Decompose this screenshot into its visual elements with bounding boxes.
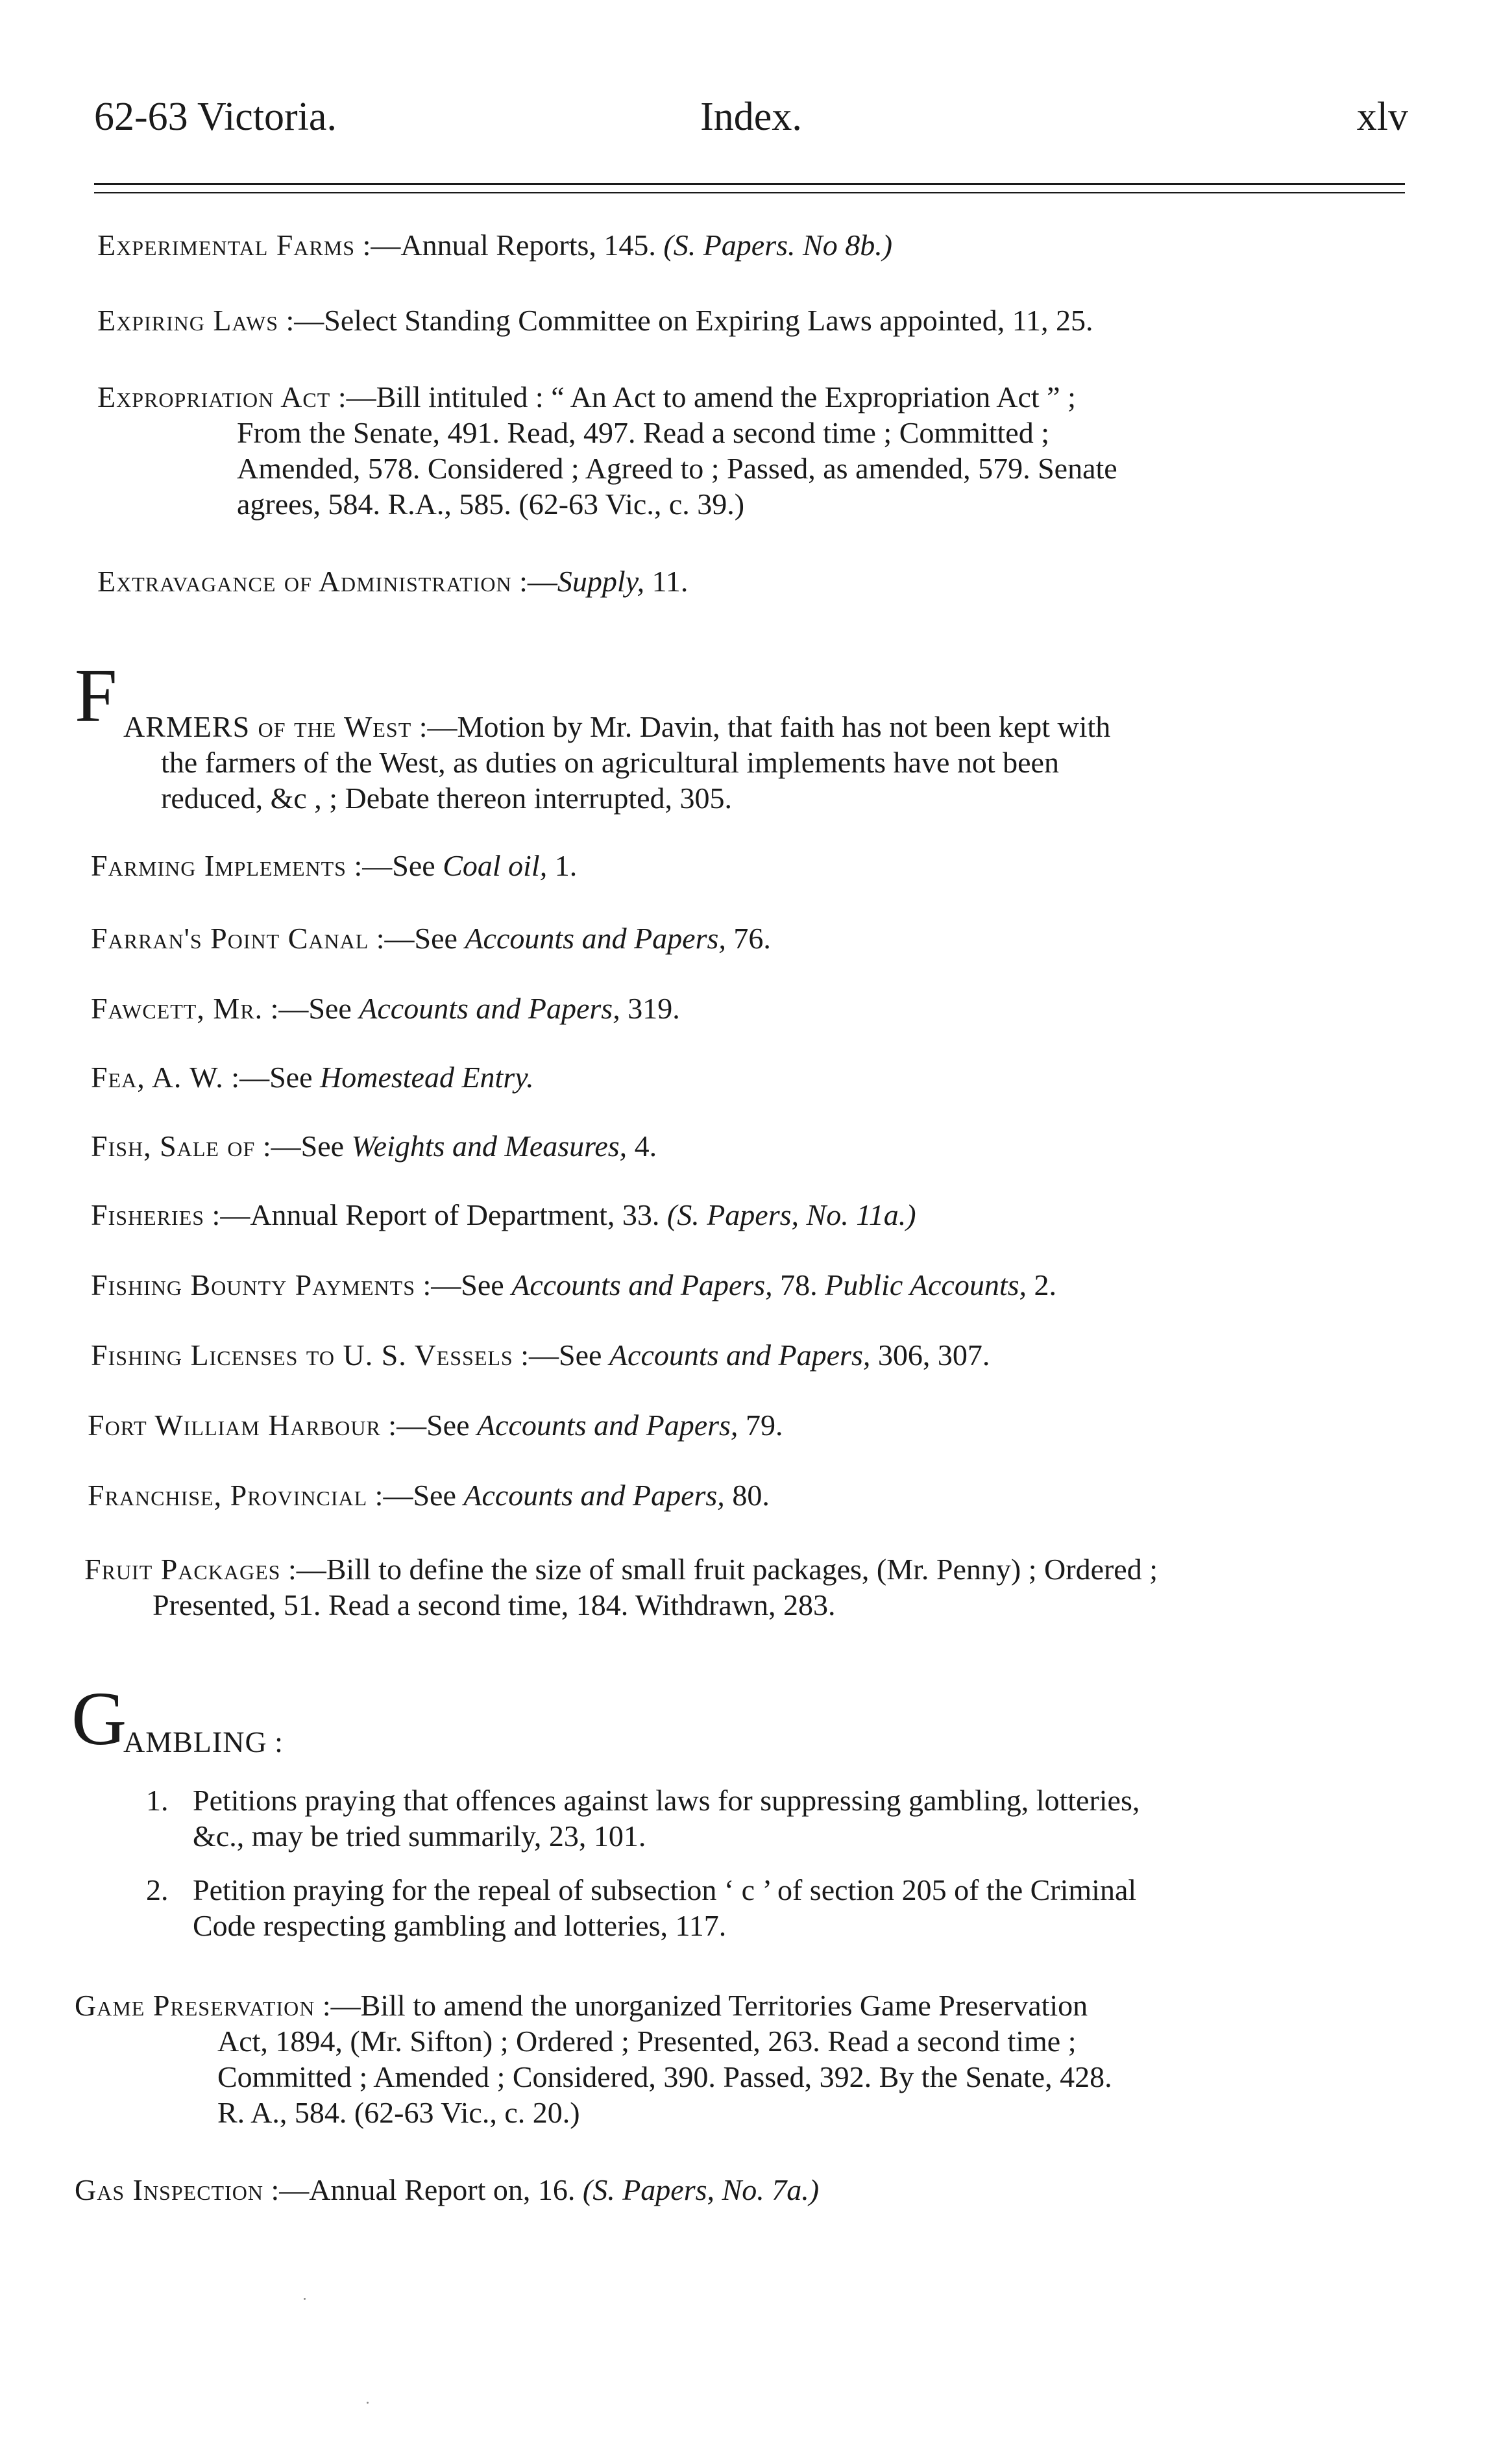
entry-heading: Fea, A. W. <box>91 1061 224 1094</box>
entry-heading: Fish, Sale of <box>91 1129 256 1163</box>
entry-line: the farmers of the West, as duties on agricultural implements have not been <box>161 746 1059 779</box>
entry-text: 11. <box>644 565 689 598</box>
entry-text: 80. <box>724 1479 770 1512</box>
entry-heading: Experimental Farms <box>97 228 356 262</box>
entry-text: 1. <box>547 849 578 882</box>
entry-line: :—Motion by Mr. Davin, that faith has not been kept with <box>411 710 1111 743</box>
entry-heading: ARMERS <box>123 710 250 743</box>
entry-text: :—See <box>263 992 360 1025</box>
entry-text: :—See <box>513 1338 609 1372</box>
entry-text: :—See <box>415 1268 512 1301</box>
entry-text: 79. <box>738 1409 783 1442</box>
entry-fishing-licenses <box>91 1337 990 1373</box>
entry-text: 4. <box>627 1129 657 1163</box>
entry-heading: AMBLING <box>123 1725 267 1758</box>
entry-reference: (S. Papers, No. 7a.) <box>582 2173 820 2206</box>
entry-heading: Fishing Bounty Payments <box>91 1268 416 1301</box>
entry-text: : <box>267 1725 283 1758</box>
entry-text: 78. <box>772 1268 825 1301</box>
entry-heading: Farran's Point Canal <box>91 922 369 955</box>
entry-line: :—Bill to amend the unorganized Territories Game Preservation <box>315 1989 1088 2022</box>
entry-text: :—See <box>346 849 443 882</box>
entry-heading-cont: of the West <box>250 710 412 743</box>
paper-speck <box>367 2402 369 2404</box>
entry-reference: Accounts and Papers, <box>463 1479 725 1512</box>
gambling-item-1 <box>146 1782 1140 1853</box>
running-header <box>94 94 1408 146</box>
entry-heading: Franchise, Provincial <box>88 1479 368 1512</box>
entry-reference: Coal oil, <box>443 849 548 882</box>
entry-heading: Fruit Packages <box>84 1553 281 1586</box>
entry-franchise-provincial <box>88 1477 770 1513</box>
item-line: Code respecting gambling and lotteries, 117. <box>193 1909 727 1942</box>
entry-text: 2. <box>1027 1268 1057 1301</box>
entry-text: :—Annual Reports, 145. <box>355 228 664 262</box>
entry-heading: Fishing Licenses to U. S. Vessels <box>91 1338 513 1372</box>
entry-farmers-of-the-west <box>123 709 1395 816</box>
entry-text: 76. <box>726 922 771 955</box>
entry-reference: Homestead Entry. <box>320 1061 534 1094</box>
entry-reference: Public Accounts, <box>825 1268 1027 1301</box>
entry-heading: Fawcett, Mr. <box>91 992 263 1025</box>
entry-heading: Expiring Laws <box>97 304 279 337</box>
entry-fea <box>91 1059 534 1095</box>
entry-text: :—See <box>380 1409 477 1442</box>
gambling-item-2 <box>146 1872 1137 1942</box>
entry-fort-william-harbour <box>88 1407 783 1443</box>
entry-line: Committed ; Amended ; Considered, 390. Passed, 392. By the Senate, 428. <box>217 2060 1112 2093</box>
entry-heading: Game Preservation <box>75 1989 315 2022</box>
entry-line: From the Senate, 491. Read, 497. Read a second time ; Committed ; <box>237 416 1049 449</box>
item-line: Petitions praying that offences against laws for suppressing gambling, lotteries, <box>193 1784 1140 1817</box>
entry-text: :—See <box>367 1479 464 1512</box>
item-number: 2. <box>146 1873 169 1906</box>
entry-reference: (S. Papers, No. 11a.) <box>666 1198 916 1231</box>
header-rule-thick <box>94 183 1405 185</box>
entry-reference: Accounts and Papers, <box>511 1268 773 1301</box>
entry-heading: Gas Inspection <box>75 2173 263 2206</box>
entry-expiring-laws <box>97 302 1093 338</box>
entry-fishing-bounty-payments <box>91 1267 1056 1303</box>
item-line: &c., may be tried summarily, 23, 101. <box>193 1819 646 1853</box>
drop-cap-f: F <box>75 653 117 738</box>
entry-line: :—Bill intituled : “ An Act to amend the Expropriation Act ” ; <box>330 380 1076 413</box>
entry-fawcett <box>91 991 680 1026</box>
entry-line: reduced, &c , ; Debate thereon interrupted, 305. <box>161 782 733 815</box>
item-line: Petition praying for the repeal of subsection ‘ c ’ of section 205 of the Criminal <box>193 1873 1137 1906</box>
entry-text: :—Annual Report of Department, 33. <box>204 1198 667 1231</box>
header-page-number: xlv <box>1356 95 1408 139</box>
entry-reference: Accounts and Papers, <box>609 1338 871 1372</box>
entry-line: Act, 1894, (Mr. Sifton) ; Ordered ; Presented, 263. Read a second time ; <box>217 2025 1077 2058</box>
entry-reference: Accounts and Papers, <box>465 922 726 955</box>
entry-text: :—See <box>255 1129 352 1163</box>
entry-heading: Expropriation Act <box>97 380 331 413</box>
entry-expropriation-act <box>97 379 1402 522</box>
header-title: Index. <box>700 95 802 139</box>
entry-reference: Accounts and Papers, <box>359 992 620 1025</box>
entry-reference: Supply, <box>557 565 645 598</box>
entry-gas-inspection <box>75 2172 819 2208</box>
entry-farming-implements <box>91 848 577 883</box>
drop-cap-g: G <box>71 1676 127 1761</box>
entry-reference: Weights and Measures, <box>351 1129 628 1163</box>
entry-heading: Farming Implements <box>91 849 347 882</box>
entry-game-preservation <box>75 1988 1382 2130</box>
entry-heading: Fisheries <box>91 1198 205 1231</box>
entry-line: :—Bill to define the size of small fruit packages, (Mr. Penny) ; Ordered ; <box>280 1553 1158 1586</box>
entry-text: :—Select Standing Committee on Expiring Laws appointed, 11, 25. <box>278 304 1093 337</box>
entry-line: R. A., 584. (62-63 Vic., c. 20.) <box>217 2096 580 2129</box>
entry-fish-sale-of <box>91 1128 657 1164</box>
entry-gambling <box>123 1724 283 1760</box>
entry-line: agrees, 584. R.A., 585. (62-63 Vic., c. 39.) <box>237 487 745 521</box>
entry-text: 319. <box>620 992 680 1025</box>
entry-heading: Extravagance of Administration <box>97 565 512 598</box>
entry-line: Amended, 578. Considered ; Agreed to ; Passed, as amended, 579. Senate <box>237 452 1117 485</box>
item-number: 1. <box>146 1784 169 1817</box>
entry-fisheries <box>91 1197 916 1233</box>
entry-fruit-packages <box>84 1551 1395 1623</box>
entry-extravagance <box>97 563 688 599</box>
entry-text: 306, 307. <box>870 1338 990 1372</box>
entry-line: Presented, 51. Read a second time, 184. Withdrawn, 283. <box>152 1588 836 1621</box>
entry-text: :— <box>511 565 557 598</box>
entry-text: :—See <box>369 922 465 955</box>
entry-text: :—See <box>223 1061 320 1094</box>
paper-speck <box>304 2298 306 2300</box>
header-rule-thin <box>94 192 1405 193</box>
entry-farrans-point-canal <box>91 920 771 956</box>
entry-text: :—Annual Report on, 16. <box>263 2173 583 2206</box>
header-volume: 62-63 Victoria. <box>94 95 337 139</box>
entry-heading: Fort William Harbour <box>88 1409 381 1442</box>
entry-reference: (S. Papers. No 8b.) <box>663 228 893 262</box>
entry-experimental-farms <box>97 227 892 263</box>
entry-reference: Accounts and Papers, <box>477 1409 738 1442</box>
